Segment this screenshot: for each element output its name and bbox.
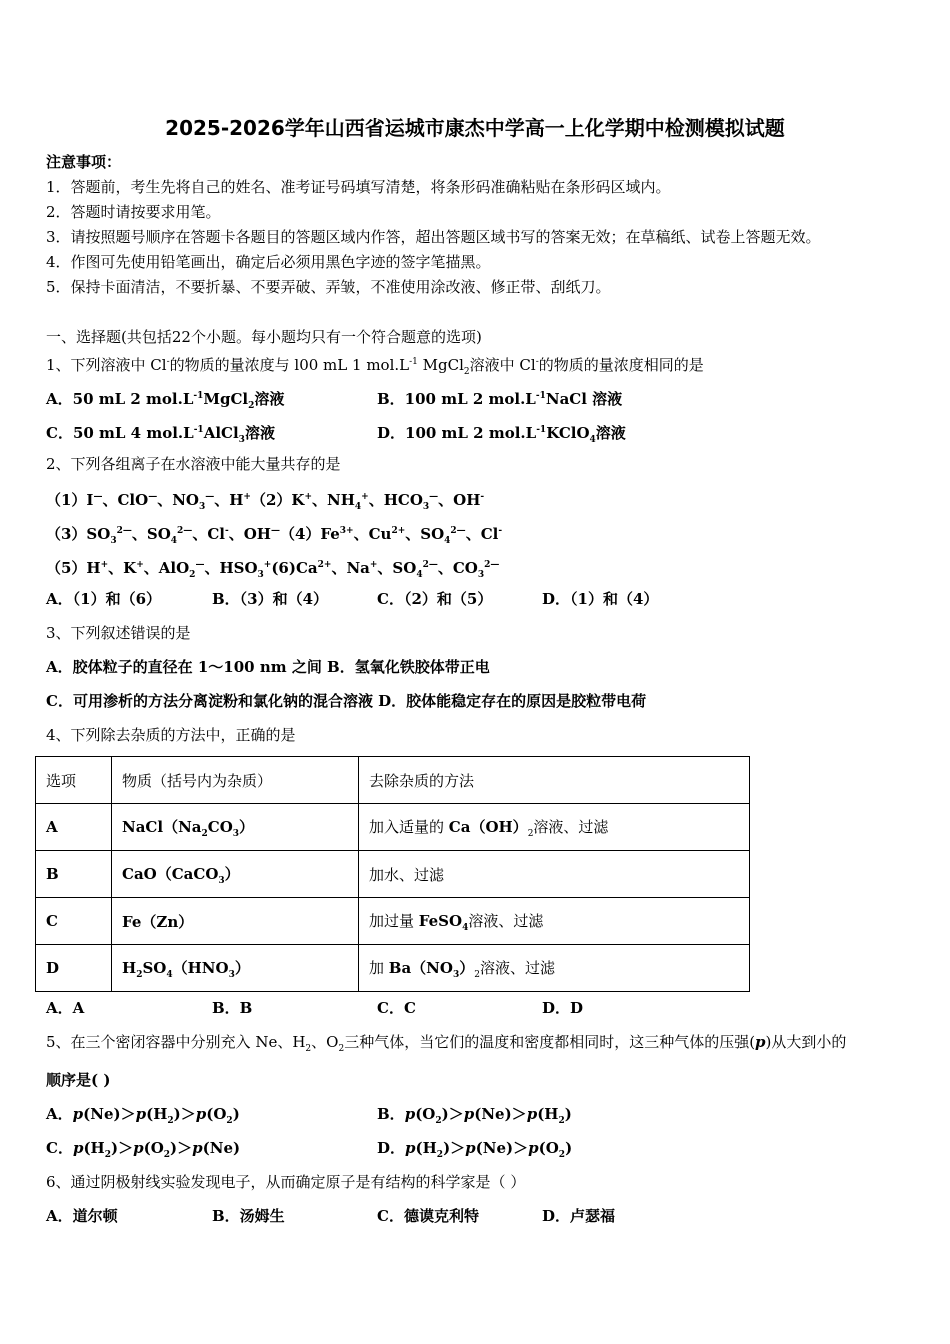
q2-ion-group: $(3)SO_3^{2—}$、$SO_4^{2—}$、Cl-、$OH^—(4)Fe^{3+}$、$Cu^{2+}$、$SO_4^{2—}$、Cl- <box>46 525 503 546</box>
question-6-stem: 6、通过阴极射线实验发现电子，从而确定原子是有结构的科学家是（ ） <box>46 1173 526 1191</box>
q6-option-c: C．德谟克利特 <box>377 1207 479 1225</box>
q3-options-cd: C．可用渗析的方法分离淀粉和氯化钠的混合溶液 D．胶体能稳定存在的原因是胶粒带电荷 <box>46 692 647 710</box>
table-cell: A <box>36 804 112 851</box>
q4-option-a: A．A <box>46 999 85 1017</box>
question-2-stem: 2、下列各组离子在水溶液中能大量共存的是 <box>46 455 341 473</box>
q5-option-d: D．$p(H_2)>p(Ne)>p(O_2)$ <box>377 1139 573 1160</box>
table-cell: C <box>36 898 112 945</box>
table-header-row <box>36 757 750 804</box>
q1-option-b: B．100 mL 2 $mol.L^{-1}NaCl$ 溶液 <box>377 390 623 408</box>
table-cell: 加 $Ba(NO_3)_2$溶液、过滤 <box>359 945 750 992</box>
q2-option-b: B．（3）和（4） <box>212 590 329 608</box>
notice-item: 2．答题时请按要求用笔。 <box>46 203 221 221</box>
q1-option-c: C．50 mL 4 $mol.L^{-1}AlCl_3$溶液 <box>46 424 275 445</box>
q2-ion-group: （1）I—、ClO—、$NO_3^—$、H+（2）K+、$NH_4^+$、$HCO_3^—$、OH- <box>46 491 485 512</box>
table-header-cell: 选项 <box>36 757 112 804</box>
notice-heading: 注意事项： <box>46 153 122 171</box>
table-cell: 加入适量的 $Ca(OH)_2$溶液、过滤 <box>359 804 750 851</box>
page-title: 2025-2026学年山西省运城市康杰中学高一上化学期中检测模拟试题 <box>165 116 785 140</box>
q5-option-b: B．$p(O_2)>p(Ne)>p(H_2)$ <box>377 1105 572 1126</box>
notice-item: 4．作图可先使用铅笔画出，确定后必须用黑色字迹的签字笔描黑。 <box>46 253 491 271</box>
notice-item: 1．答题前，考生先将自己的姓名、准考证号码填写清楚，将条形码准确粘贴在条形码区域内。 <box>46 178 671 196</box>
q3-options-ab: A．胶体粒子的直径在 1～100 nm 之间 B．氢氧化铁胶体带正电 <box>46 658 490 676</box>
table-row <box>36 804 750 851</box>
table-cell: 加过量 FeSO$_4$溶液、过滤 <box>359 898 750 945</box>
q5-option-c: C．$p(H_2)>p(O_2)>p(Ne)$ <box>46 1139 241 1160</box>
q2-option-d: D．（1）和（4） <box>542 590 659 608</box>
section-heading: 一、选择题(共包括22个小题。每小题均只有一个符合题意的选项) <box>46 328 482 346</box>
q2-option-a: A．（1）和（6） <box>46 590 162 608</box>
table-cell: 加水、过滤 <box>359 851 750 898</box>
q4-option-b: B．B <box>212 999 253 1017</box>
q6-option-a: A．道尔顿 <box>46 1207 118 1225</box>
table-header-cell: 去除杂质的方法 <box>359 757 750 804</box>
q4-option-c: C．C <box>377 999 416 1017</box>
table-header-cell: 物质（括号内为杂质） <box>112 757 359 804</box>
notice-item: 5．保持卡面清洁，不要折暴、不要弄破、弄皱，不准使用涂改液、修正带、刮纸刀。 <box>46 278 611 296</box>
q5-option-a: A．$p(Ne)>p(H_2)>p(O_2)$ <box>46 1105 240 1126</box>
q6-option-d: D．卢瑟福 <box>542 1207 616 1225</box>
question-5-stem-line2: 顺序是( ) <box>46 1071 111 1089</box>
q6-option-b: B．汤姆生 <box>212 1207 285 1225</box>
table-row <box>36 945 750 992</box>
q1-option-d: D．100 mL 2 $mol.L^{-1}KClO_4$溶液 <box>377 424 626 445</box>
table-row <box>36 898 750 945</box>
notice-item: 3．请按照题号顺序在答题卡各题目的答题区域内作答，超出答题区域书写的答案无效；在草稿纸、试卷上答题无效。 <box>46 228 821 246</box>
q1-option-a: A．50 mL 2 $mol.L^{-1}MgCl_2$溶液 <box>46 390 285 411</box>
table-row <box>36 851 750 898</box>
question-1-stem: 1、下列溶液中 Cl-的物质的量浓度与 l00 mL 1 $mol.L^{-1}$ MgCl$_2$溶液中 Cl-的物质的量浓度相同的是 <box>46 356 704 377</box>
question-3-stem: 3、下列叙述错误的是 <box>46 624 191 642</box>
table-cell: $NaCl(Na_2CO_3)$ <box>112 804 359 851</box>
table-cell: D <box>36 945 112 992</box>
table-cell: $H_2SO_4(HNO_3)$ <box>112 945 359 992</box>
q4-table <box>35 756 750 992</box>
table-cell: CaO（CaCO$_3$） <box>112 851 359 898</box>
q2-option-c: C．（2）和（5） <box>377 590 493 608</box>
question-4-stem: 4、下列除去杂质的方法中，正确的是 <box>46 726 296 744</box>
q2-ion-group: （5）H+、K+、AlO$_2$—、$HSO_3^+(6)Ca^{2+}$、Na+、$SO_4^{2—}$、$CO_3^{2—}$ <box>46 559 500 580</box>
question-5-stem: 5、在三个密闭容器中分别充入 Ne、$H_2$、$O_2$三种气体，当它们的温度和密度都相同时，这三种气体的压强(p)从大到小的 <box>46 1033 847 1054</box>
q4-option-d: D．D <box>542 999 584 1017</box>
table-cell: Fe（Zn） <box>112 898 359 945</box>
table-cell: B <box>36 851 112 898</box>
